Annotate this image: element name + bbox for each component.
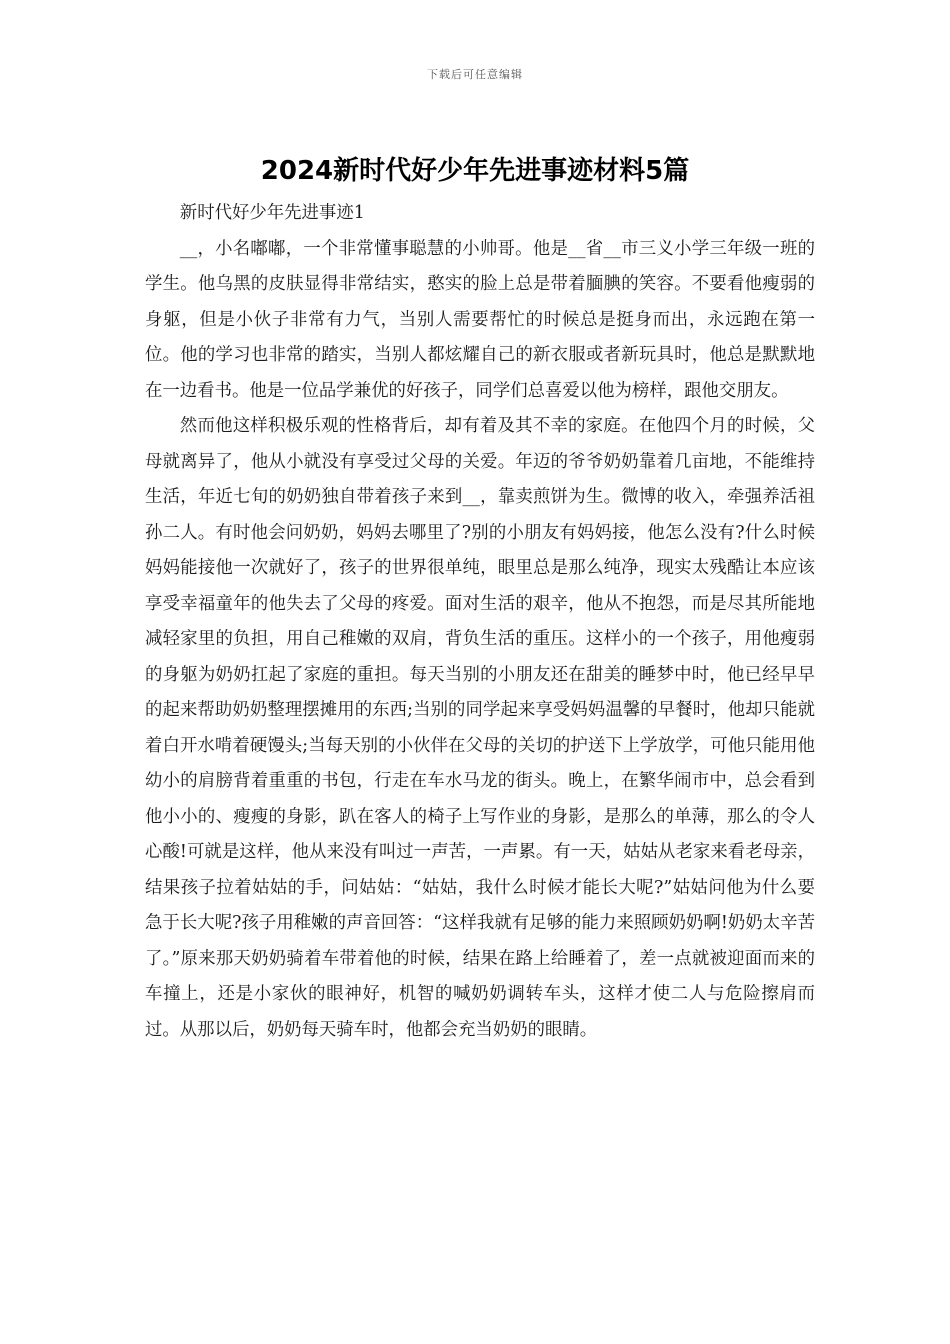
document-title: 2024新时代好少年先进事迹材料5篇 (260, 156, 690, 186)
body-paragraph-1: __，小名嘟嘟，一个非常懂事聪慧的小帅哥。他是__省__市三义小学三年级一班的学生。他乌黑的皮肤显得非常结实，憨实的脸上总是带着腼腆的笑容。不要看他瘦弱的身躯，但是小伙子非常有力气，当别人需要帮忙的时候总是挺身而出，永远跑在第一位。他的学习也非常的踏实，当别人都炫耀自己的新衣服或者新玩具时，他总是默默地在一边看书。他是一位品学兼优的好孩子，同学们总喜爱以他为榜样，跟他交朋友。 (145, 238, 815, 401)
body-paragraph-2: 然而他这样积极乐观的性格背后，却有着及其不幸的家庭。在他四个月的时候，父母就离异了，他从小就没有享受过父母的关爱。年迈的爷爷奶奶靠着几亩地，不能维持生活，年近七旬的奶奶独自带着孩子来到__，靠卖煎饼为生。微博的收入，牵强养活祖孙二人。有时他会问奶奶，妈妈去哪里了?别的小朋友有妈妈接，他怎么没有?什么时候妈妈能接他一次就好了，孩子的世界很单纯，眼里总是那么纯净，现实太残酷让本应该享受幸福童年的他失去了父母的疼爱。面对生活的艰辛，他从不抱怨，而是尽其所能地减轻家里的负担，用自己稚嫩的双肩，背负生活的重压。这样小的一个孩子，用他瘦弱的身躯为奶奶扛起了家庭的重担。每天当别的小朋友还在甜美的睡梦中时，他已经早早的起来帮助奶奶整理摆摊用的东西;当别的同学起来享受妈妈温馨的早餐时，他却只能就着白开水啃着硬馒头;当每天别的小伙伴在父母的关切的护送下上学放学，可他只能用他幼小的肩膀背着重重的书包，行走在车水马龙的街头。晚上，在繁华闹市中，总会看到他小小的、瘦瘦的身影，趴在客人的椅子上写作业的身影，是那么的单薄，那么的令人心酸!可就是这样，他从来没有叫过一声苦，一声累。有一天，姑姑从老家来看老母亲，结果孩子拉着姑姑的手，问姑姑：“姑姑，我什么时候才能长大呢?”姑姑问他为什么要急于长大呢?孩子用稚嫩的声音回答：“这样我就有足够的能力来照顾奶奶啊!奶奶太辛苦了。”原来那天奶奶骑着车带着他的时候，结果在路上给睡着了，差一点就被迎面而来的车撞上，还是小家伙的眼神好，机智的喊奶奶调转车头，这样才使二人与危险擦肩而过。从那以后，奶奶每天骑车时，他都会充当奶奶的眼睛。 (145, 416, 815, 1040)
header-note: 下载后可任意编辑 (427, 68, 523, 81)
section-heading: 新时代好少年先进事迹1 (179, 203, 365, 223)
document-body (145, 196, 815, 1048)
